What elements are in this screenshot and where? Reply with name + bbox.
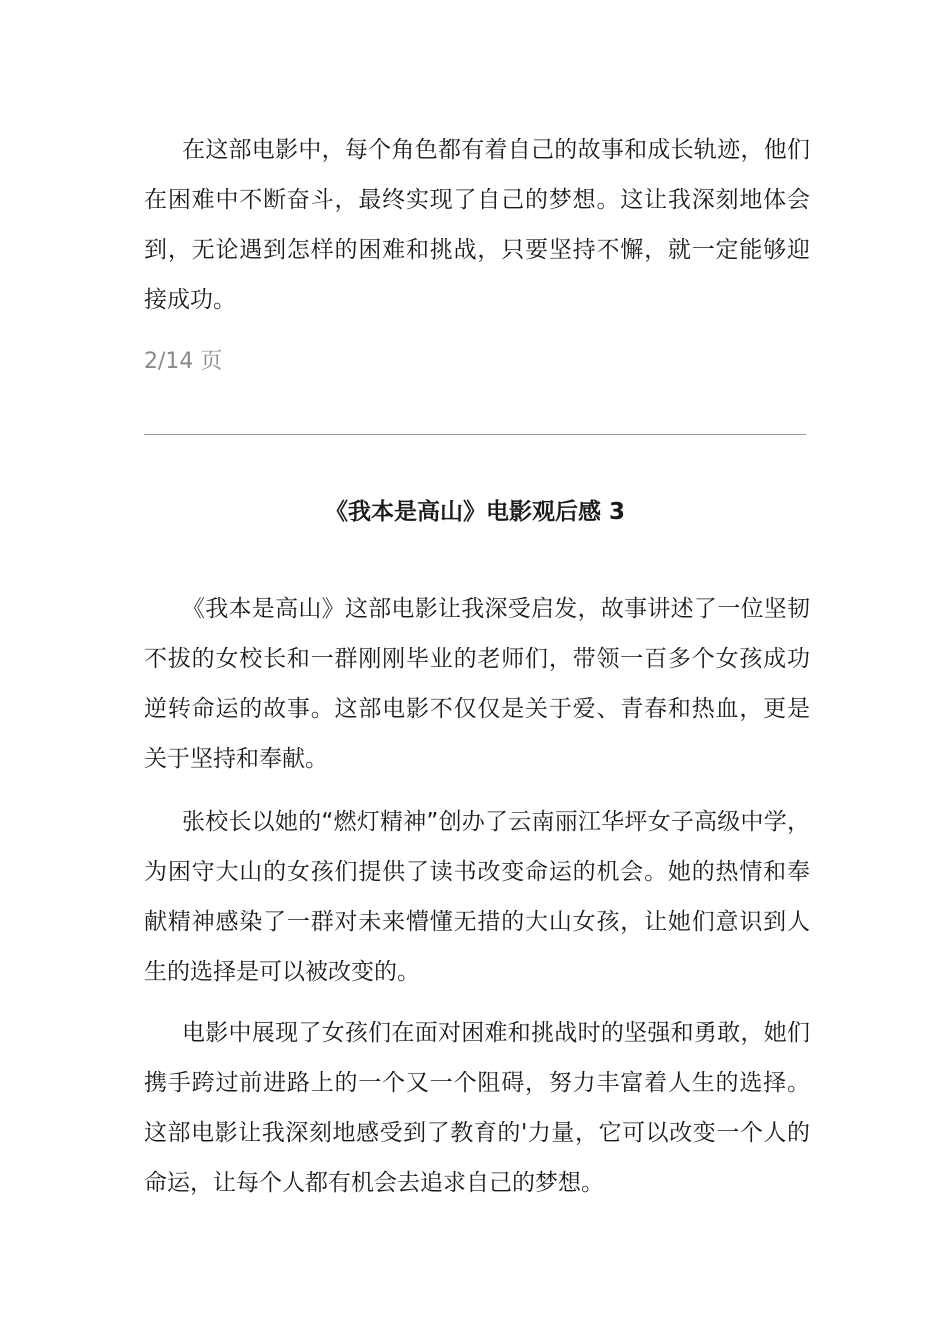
article-paragraph: 《我本是高山》这部电影让我深受启发，故事讲述了一位坚韧不拔的女校长和一群刚刚毕业的老师们，带领一百多个女孩成功逆转命运的故事。这部电影不仅仅是关于爱、青春和热血，更是关于坚持和奉献。 — [144, 596, 810, 772]
article-paragraph: 张校长以她的“燃灯精神”创办了云南丽江华坪女子高级中学，为困守大山的女孩们提供了读书改变命运的机会。她的热情和奉献精神感染了一群对未来懵懂无措的大山女孩，让她们意识到人生的选择是可以被改变的。 — [144, 809, 810, 985]
article-paragraph: 电影中展现了女孩们在面对困难和挑战时的坚强和勇敢，她们携手跨过前进路上的一个又一个阻碍，努力丰富着人生的选择。这部电影让我深刻地感受到了教育的'力量，它可以改变一个人的命运，让每个人都有机会去追求自己的梦想。 — [144, 1020, 810, 1196]
previous-page-paragraph: 在这部电影中，每个角色都有着自己的故事和成长轨迹，他们在困难中不断奋斗，最终实现了自己的梦想。这让我深刻地体会到，无论遇到怎样的困难和挑战，只要坚持不懈，就一定能够迎接成功。 — [144, 137, 810, 313]
page-divider — [144, 434, 806, 435]
article-title: 《我本是高山》电影观后感 3 — [324, 499, 625, 525]
page-number: 2/14 页 — [144, 349, 223, 374]
